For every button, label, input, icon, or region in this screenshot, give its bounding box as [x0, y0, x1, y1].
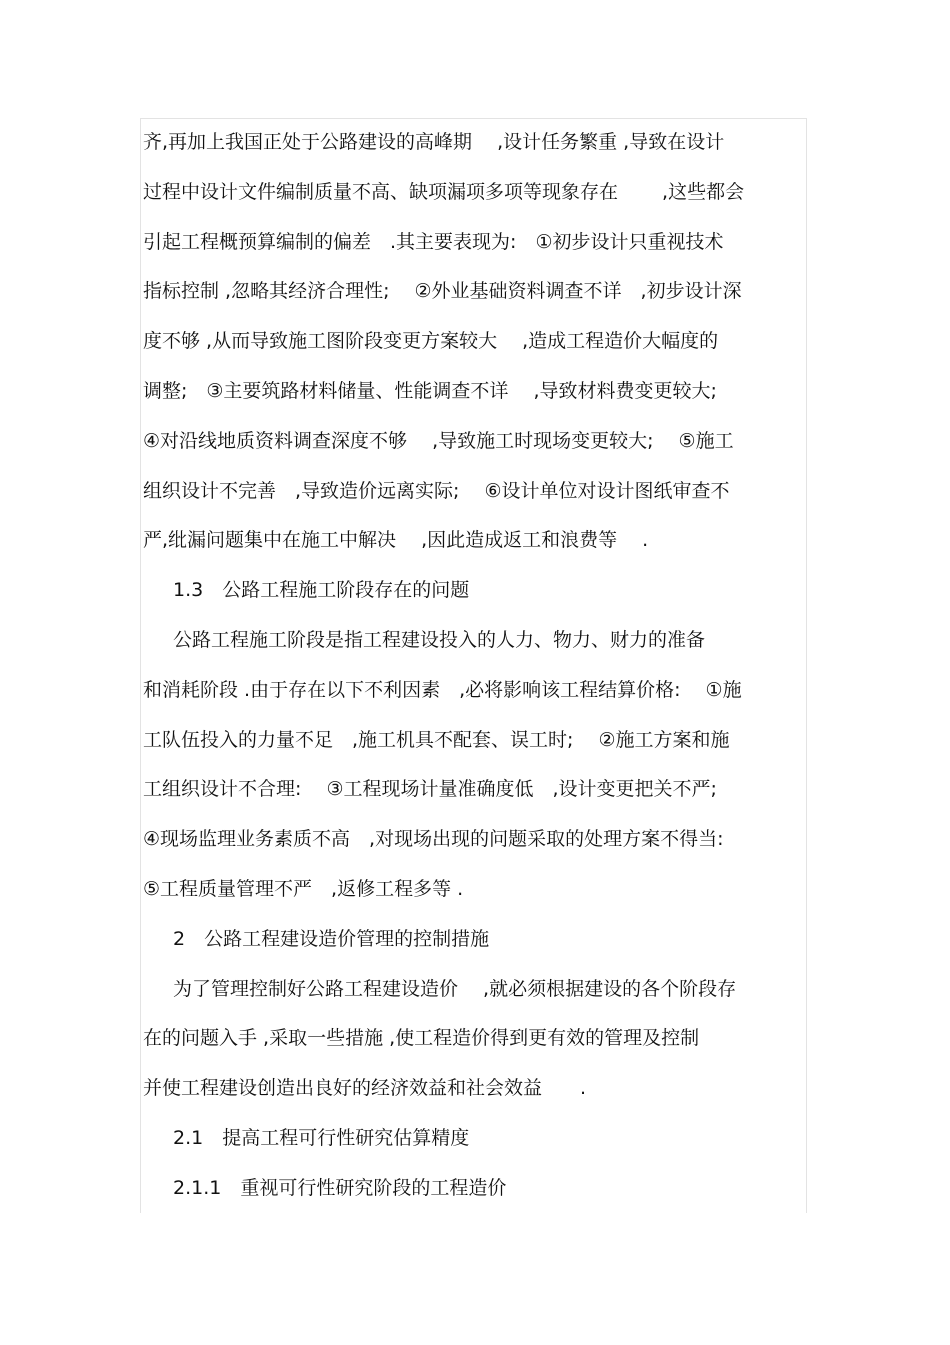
text-line: 引起工程概预算编制的偏差 .其主要表现为: ①初步设计只重视技术	[143, 230, 724, 253]
text-line: ⑤工程质量管理不严 ,返修工程多等 .	[143, 877, 464, 900]
text-line: 齐,再加上我国正处于公路建设的高峰期 ,设计任务繁重 ,导致在设计	[143, 131, 725, 153]
text-line: ④对沿线地质资料调查深度不够 ,导致施工时现场变更较大; ⑤施工	[143, 429, 734, 452]
text-line: 严,纰漏问题集中在施工中解决 ,因此造成返工和浪费等 .	[143, 529, 649, 552]
paragraph-first-line: 为了管理控制好公路工程建设造价 ,就必须根据建设的各个阶段存	[173, 977, 737, 1000]
text-line: 在的问题入手 ,采取一些措施 ,使工程造价得到更有效的管理及控制	[143, 1027, 700, 1050]
text-line: ④现场监理业务素质不高 ,对现场出现的问题采取的处理方案不得当:	[143, 828, 724, 851]
text-line: 组织设计不完善 ,导致造价远离实际; ⑥设计单位对设计图纸审查不	[143, 479, 730, 502]
section-heading-2-1: 2.1 提高工程可行性研究估算精度	[173, 1126, 470, 1149]
text-line: 调整; ③主要筑路材料储量、性能调查不详 ,导致材料费变更较大;	[143, 379, 717, 402]
text-line: 过程中设计文件编制质量不高、缺项漏项多项等现象存在 ,这些都会	[143, 180, 745, 203]
paragraph-first-line: 公路工程施工阶段是指工程建设投入的人力、物力、财力的准备	[173, 628, 706, 651]
document-body	[143, 122, 807, 1218]
section-heading-2-1-1: 2.1.1 重视可行性研究阶段的工程造价	[173, 1176, 507, 1199]
text-line: 度不够 ,从而导致施工图阶段变更方案较大 ,造成工程造价大幅度的	[143, 330, 719, 353]
text-line: 和消耗阶段 .由于存在以下不利因素 ,必将影响该工程结算价格: ①施	[143, 678, 742, 701]
text-line: 工队伍投入的力量不足 ,施工机具不配套、误工时; ②施工方案和施	[143, 728, 730, 751]
text-line: 指标控制 ,忽略其经济合理性; ②外业基础资料调查不详 ,初步设计深	[143, 280, 742, 303]
text-line: 工组织设计不合理: ③工程现场计量准确度低 ,设计变更把关不严;	[143, 778, 717, 801]
section-heading-1-3: 1.3 公路工程施工阶段存在的问题	[173, 579, 470, 602]
section-heading-2: 2 公路工程建设造价管理的控制措施	[173, 927, 490, 950]
text-line: 并使工程建设创造出良好的经济效益和社会效益 .	[143, 1077, 587, 1100]
